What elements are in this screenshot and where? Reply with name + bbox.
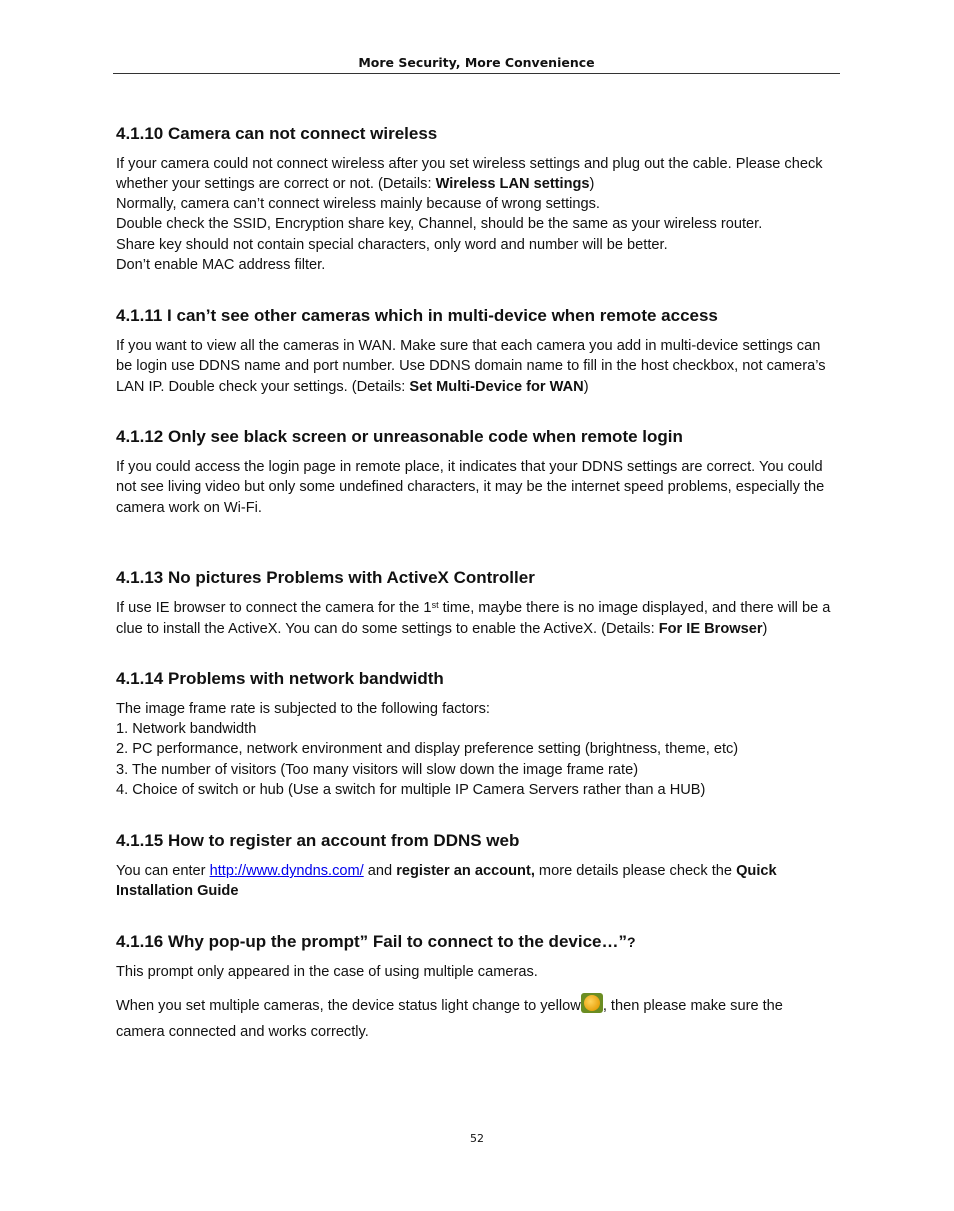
section-line: When you set multiple cameras, the device status light change to yellow , then please make sure the (116, 993, 840, 1016)
section-line: camera connected and works correctly. (116, 1024, 369, 1040)
section-heading-4-1-16: 4.1.16 Why pop-up the prompt” Fail to connect to the device…”? (116, 932, 636, 951)
section-line: Normally, camera can’t connect wireless mainly because of wrong settings. (116, 196, 600, 212)
page-header: More Security, More Convenience (358, 55, 595, 70)
section-heading-4-1-11: 4.1.11 I can’t see other cameras which in multi-device when remote access (116, 306, 718, 325)
section-paragraph: If your camera could not connect wireless after you set wireless settings and plug out the cable. Please check whether your settings are correct or not. (Details: Wireless LAN settings) (116, 156, 823, 193)
section-paragraph: You can enter http://www.dyndns.com/ and register an account, more details please check the Quick Installation Guide (116, 863, 777, 900)
section-heading-4-1-10: 4.1.10 Camera can not connect wireless (116, 124, 438, 143)
dyndns-link[interactable]: http://www.dyndns.com/ (209, 863, 364, 879)
section-heading-4-1-12: 4.1.12 Only see black screen or unreasonable code when remote login (116, 427, 683, 446)
section-heading-4-1-15: 4.1.15 How to register an account from DDNS web (116, 831, 520, 850)
details-reference: Set Multi-Device for WAN (409, 378, 584, 395)
details-reference: Quick Installation Guide (116, 863, 777, 900)
list-item: 4. Choice of switch or hub (Use a switch for multiple IP Camera Servers rather than a HUB) (116, 782, 706, 798)
section-line: The image frame rate is subjected to the following factors: (116, 701, 490, 717)
list-item: 1. Network bandwidth (116, 721, 257, 737)
yellow-status-light-icon (581, 993, 603, 1013)
section-line: Double check the SSID, Encryption share key, Channel, should be the same as your wireless router. (116, 216, 763, 232)
section-line: Share key should not contain special characters, only word and number will be better. (116, 237, 668, 253)
section-paragraph: If you could access the login page in remote place, it indicates that your DDNS settings are correct. You could not see living video but only some undefined characters, it may be the internet speed problems, especially the camera work on Wi-Fi. (116, 459, 825, 516)
details-reference: Wireless LAN settings (435, 176, 590, 193)
section-line: Don’t enable MAC address filter. (116, 257, 326, 273)
list-item: 3. The number of visitors (Too many visitors will slow down the image frame rate) (116, 762, 639, 778)
header-divider (113, 73, 840, 74)
list-item: 2. PC performance, network environment and display preference setting (brightness, theme, etc) (116, 741, 739, 757)
section-paragraph: If use IE browser to connect the camera for the 1st time, maybe there is no image displayed, and there will be a clue to install the ActiveX. You can do some settings to enable the ActiveX. (Details: For IE Browser) (116, 600, 831, 637)
section-line: This prompt only appeared in the case of using multiple cameras. (116, 964, 538, 980)
section-paragraph: If you want to view all the cameras in WAN. Make sure that each camera you add in multi-device settings can be login use DDNS name and port number. Use DDNS domain name to fill in the host checkbox, not camera’s LAN IP. Double check your settings. (Details: Set Multi-Device for WAN) (116, 338, 826, 395)
details-reference: For IE Browser (658, 621, 763, 637)
superscript: st (431, 600, 439, 610)
section-heading-4-1-14: 4.1.14 Problems with network bandwidth (116, 669, 444, 688)
page-number: 52 (470, 1132, 484, 1145)
section-heading-4-1-13: 4.1.13 No pictures Problems with ActiveX Controller (116, 568, 535, 587)
